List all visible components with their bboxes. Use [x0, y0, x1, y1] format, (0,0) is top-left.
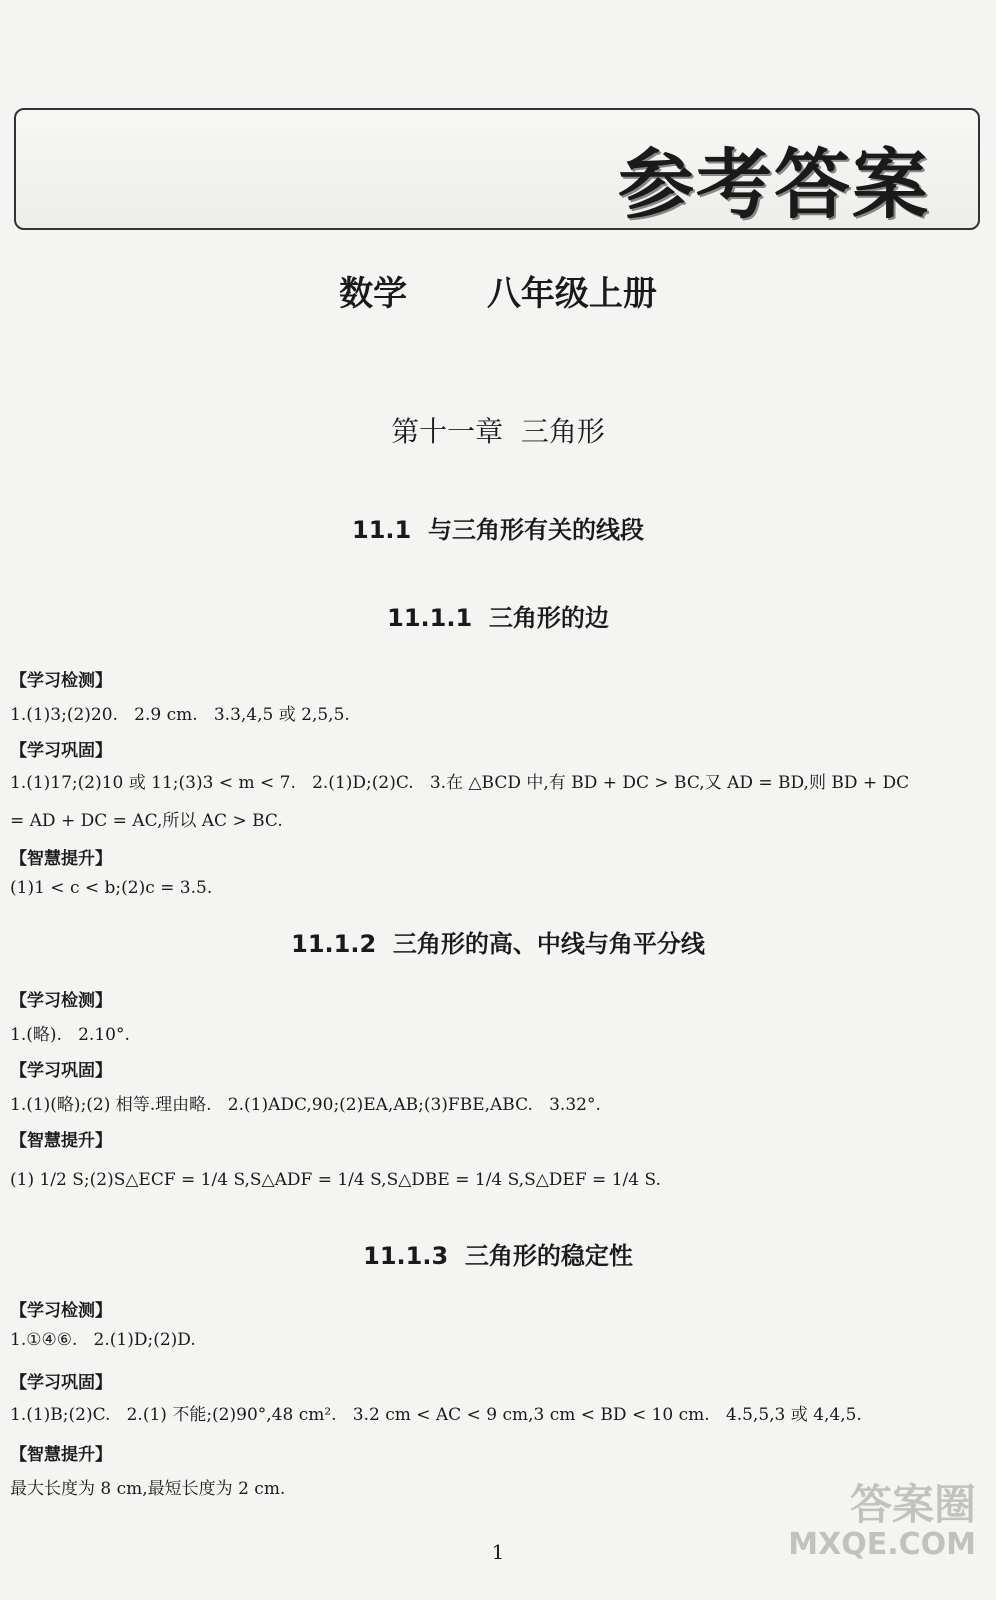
section-title-11-1-1: 11.1.1 三角形的边 — [387, 604, 609, 632]
answer-line: 1.①④⑥. 2.(1)D;(2)D. — [10, 1330, 196, 1350]
section-title-11-1-3: 11.1.3 三角形的稳定性 — [363, 1242, 633, 1270]
section-title-11-1-2: 11.1.2 三角形的高、中线与角平分线 — [291, 930, 705, 958]
tag-study-check: 【学习检测】 — [10, 991, 112, 1011]
answer-line: (1) 1/2 S;(2)S△ECF = 1/4 S,S△ADF = 1/4 S,S△DBE = 1/4 S,S△DEF = 1/4 S. — [10, 1170, 661, 1190]
tag-study-consolidate: 【学习巩固】 — [10, 741, 112, 761]
header-banner — [14, 108, 980, 230]
section-title-11-1: 11.1 与三角形有关的线段 — [352, 516, 644, 544]
tag-study-consolidate: 【学习巩固】 — [10, 1373, 112, 1393]
answer-line: 1.(1)17;(2)10 或 11;(3)3 < m < 7. 2.(1)D;(2)C. 3.在 △BCD 中,有 BD + DC > BC,又 AD = BD,则 BD + DC — [10, 773, 910, 793]
tag-wisdom-up: 【智慧提升】 — [10, 1445, 112, 1465]
watermark-url: MXQE.COM — [788, 1527, 976, 1563]
tag-wisdom-up: 【智慧提升】 — [10, 849, 112, 869]
tag-study-check: 【学习检测】 — [10, 1301, 112, 1321]
banner-title: 参考答案 — [618, 140, 930, 229]
answer-line: 1.(1)B;(2)C. 2.(1) 不能;(2)90°,48 cm². 3.2 cm < AC < 9 cm,3 cm < BD < 10 cm. 4.5,5,3 或 4,4,5. — [10, 1405, 862, 1425]
answer-line: = AD + DC = AC,所以 AC > BC. — [10, 811, 283, 831]
tag-study-check: 【学习检测】 — [10, 671, 112, 691]
answer-line: 最大长度为 8 cm,最短长度为 2 cm. — [10, 1479, 286, 1499]
watermark-text: 答案圈 — [849, 1480, 976, 1529]
answer-line: 1.(1)3;(2)20. 2.9 cm. 3.3,4,5 或 2,5,5. — [10, 705, 350, 725]
book-title: 数学 八年级上册 — [339, 274, 657, 314]
tag-study-consolidate: 【学习巩固】 — [10, 1061, 112, 1081]
page-number: 1 — [491, 1540, 505, 1564]
answer-line: (1)1 < c < b;(2)c = 3.5. — [10, 878, 213, 898]
answer-line: 1.(1)(略);(2) 相等.理由略. 2.(1)ADC,90;(2)EA,AB;(3)FBE,ABC. 3.32°. — [10, 1095, 601, 1115]
answer-line: 1.(略). 2.10°. — [10, 1025, 130, 1045]
tag-wisdom-up: 【智慧提升】 — [10, 1131, 112, 1151]
chapter-title: 第十一章 三角形 — [391, 415, 605, 448]
